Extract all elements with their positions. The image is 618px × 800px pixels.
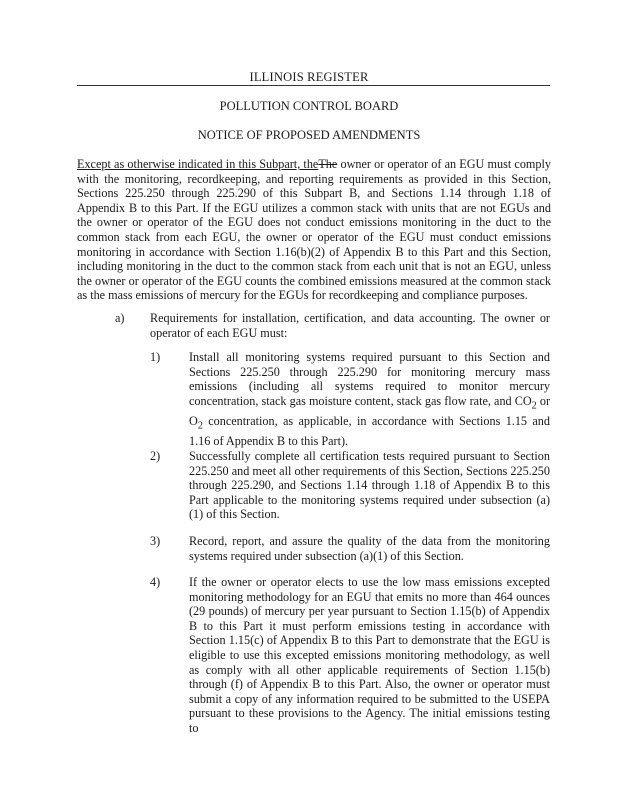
subitem-2-text: Successfully complete all certification tests required pursuant to Section 225.250 and meet all other requirements of this Section, Sections 225.250 through 225.290, and Sections 1.14 through 1.18 of Appendix B to this Part applicable to the monitoring systems required under subsection (a)(1) of this Section. (189, 449, 550, 522)
subitem-3-text: Record, report, and assure the quality of the data from the monitoring systems required under subsection (a)(1) of this Section. (189, 534, 550, 563)
subitem-4-label: 4) (150, 575, 161, 589)
notice-title: NOTICE OF PROPOSED AMENDMENTS (197, 128, 421, 142)
subitem-4-text: If the owner or operator elects to use the low mass emissions excepted monitoring methodology for an EGU that emits no more than 464 ounces (29 pounds) of mercury per year pursuant to Section 1.15(b) of Appendix B to this Part it must perform emissions testing in accordance with Section 1.15(c) of Appendix B to this Part to demonstrate that the EGU is eligible to use this excepted emissions monitoring methodology, as well as comply with all other applicable requirements of Section 1.15(b) through (f) of Appendix B to this Part. Also, the owner or operator must submit a copy of any information required to be submitted to the USEPA pursuant to these provisions to the Agency. The initial emissions testing to (189, 575, 550, 735)
subitem-1-label: 1) (150, 350, 161, 364)
subscript: 2 (197, 420, 203, 432)
subscript: 2 (531, 400, 537, 412)
header-rule (77, 85, 550, 86)
intro-text: owner or operator of an EGU must comply with the monitoring, recordkeeping, and reporting requirements as provided in this Section, Sections 225.250 through 225.290 of this Subpart B, and Sections 1.14 through 1.18 of Appendix B to this Part. If the EGU utilizes a common stack with units that are not EGUs and the owner or operator of the EGU does not conduct emissions monitoring in the duct to the common stack from each EGU, the owner or operator of the EGU must conduct emissions monitoring in accordance with Section 1.16(b)(2) of Appendix B to this Part and this Section, including monitoring in the duct to the common stack from each unit that is not an EGU, unless the owner or operator of the EGU counts the combined emissions measured at the common stack as the mass emissions of mercury for the EGUs for recordkeeping and compliance purposes. (77, 157, 551, 303)
subitem-1-text-part: or O (189, 393, 550, 428)
subitem-1-text-part: concentration, as applicable, in accordance with Sections 1.15 and 1.16 of Appendix B to this Part). (189, 413, 550, 448)
deleted-text: The (318, 157, 338, 171)
board-title: POLLUTION CONTROL BOARD (219, 99, 399, 113)
item-a-label: a) (115, 311, 125, 325)
register-title: ILLINOIS REGISTER (249, 70, 369, 84)
subitem-3-label: 3) (150, 534, 161, 548)
intro-paragraph (77, 157, 551, 303)
subitem-1-text (189, 350, 550, 448)
subitem-1-text-part: Install all monitoring systems required pursuant to this Section and Sections 225.250 through 225.290 for monitoring mercury mass emissions (including all systems required to monitor mercury concentration, stack gas moisture content, stack gas flow rate, and CO (189, 350, 550, 408)
subitem-2-label: 2) (150, 449, 161, 463)
inserted-text: Except as otherwise indicated in this Subpart, the (77, 157, 319, 171)
item-a-text: Requirements for installation, certification, and data accounting. The owner or operator of each EGU must: (150, 311, 550, 340)
